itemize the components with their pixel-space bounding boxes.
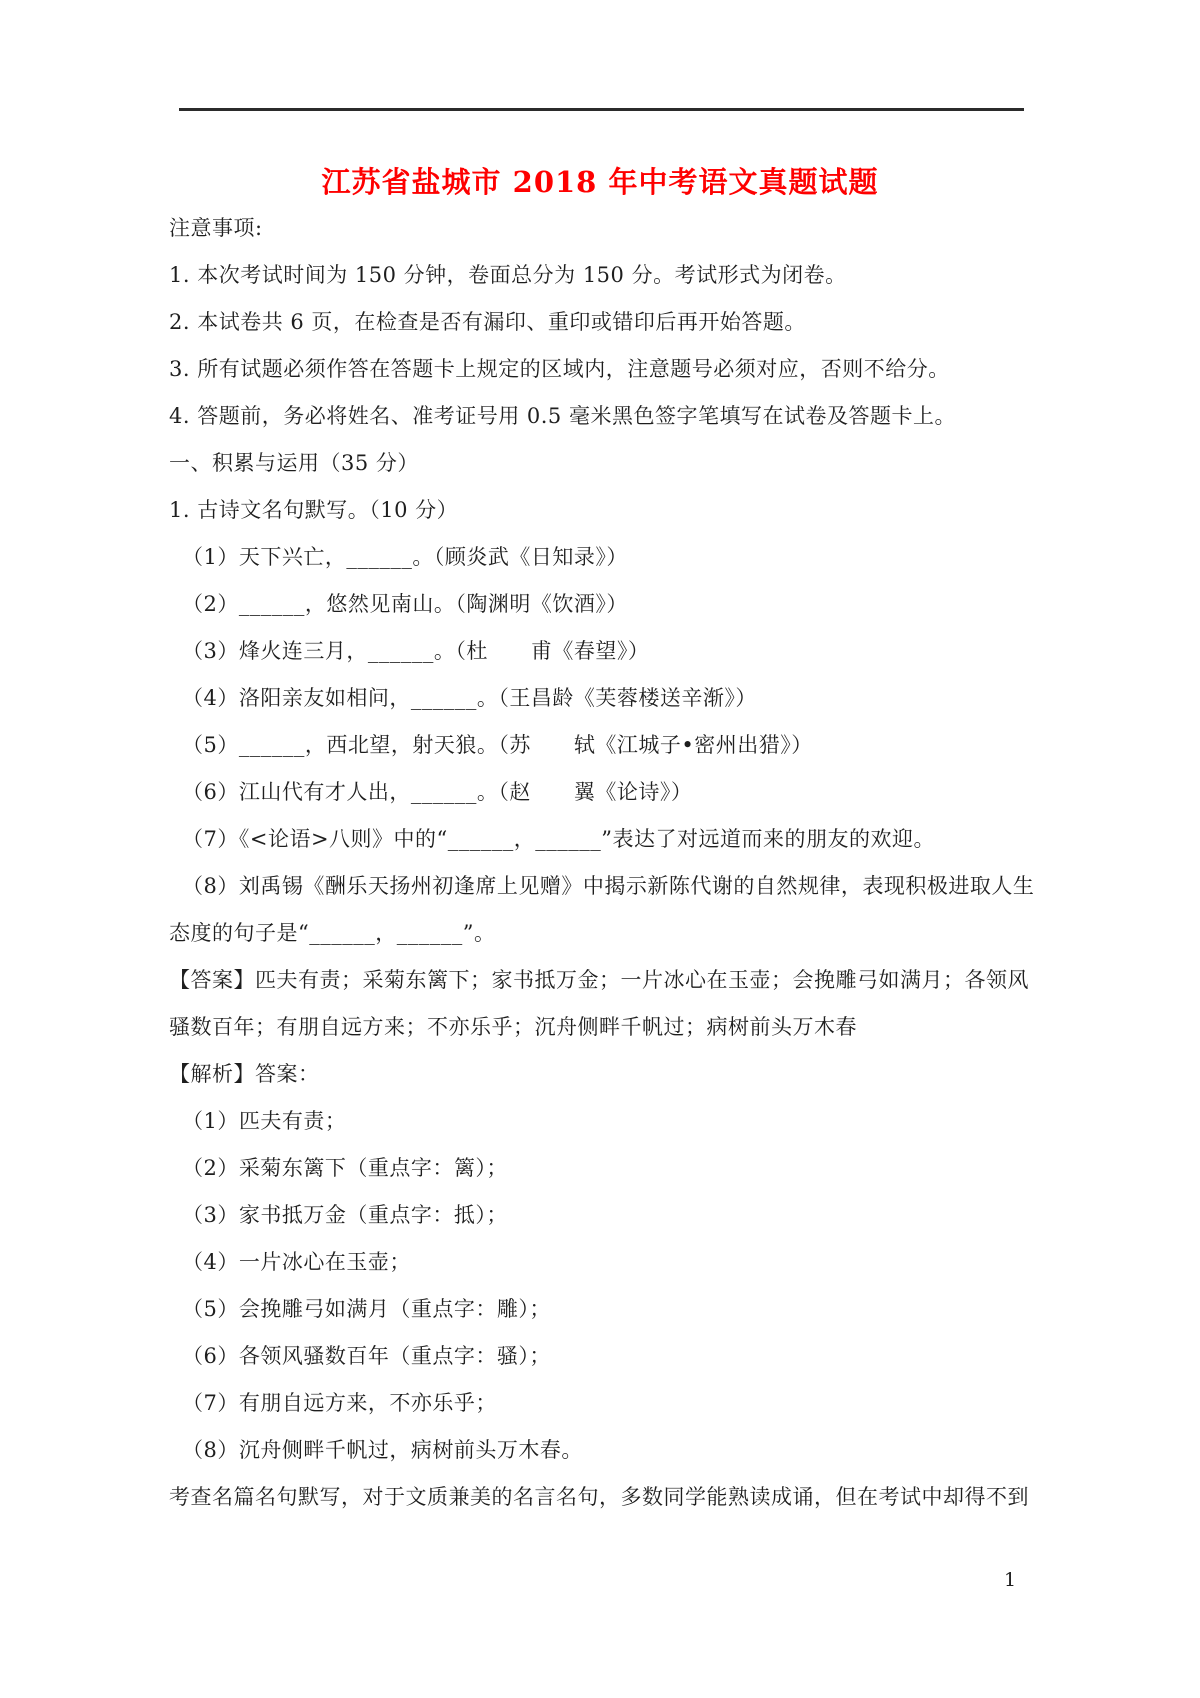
text-line: （3）烽火连三月，______。（杜 甫《春望》） xyxy=(182,639,650,663)
text-line: （3）家书抵万金（重点字：抵）； xyxy=(182,1203,508,1227)
text-line: 注意事项: xyxy=(169,216,263,240)
page-title: 江苏省盐城市 2018 年中考语文真题试题 xyxy=(321,165,879,199)
text-line: 一、积累与运用（35 分） xyxy=(169,451,419,475)
document-body xyxy=(169,205,1079,1521)
text-line: （7）有朋自远方来，不亦乐乎； xyxy=(182,1391,497,1415)
text-line: （2）采菊东篱下（重点字：篱）； xyxy=(182,1156,508,1180)
header-rule xyxy=(179,108,1024,111)
text-line: 【解析】答案： xyxy=(169,1062,320,1086)
text-line: （6）各领风骚数百年（重点字：骚）； xyxy=(182,1344,551,1368)
text-line: （6）江山代有才人出，______。（赵 翼《论诗》） xyxy=(182,780,693,804)
text-line: （5）______，西北望，射天狼。（苏 轼《江城子•密州出猎》） xyxy=(182,733,813,757)
text-line: 【答案】匹夫有责；采菊东篱下；家书抵万金；一片冰心在玉壶；会挽雕弓如满月；各领风 xyxy=(169,968,1029,992)
text-line: （4）洛阳亲友如相问，______。（王昌龄《芙蓉楼送辛渐》） xyxy=(182,686,757,710)
text-line: 1. 本次考试时间为 150 分钟，卷面总分为 150 分。考试形式为闭卷。 xyxy=(169,263,847,287)
text-line: （5）会挽雕弓如满月（重点字：雕）； xyxy=(182,1297,551,1321)
text-line: （1）匹夫有责； xyxy=(182,1109,347,1133)
text-line: 3. 所有试题必须作答在答题卡上规定的区域内，注意题号必须对应，否则不给分。 xyxy=(169,357,950,381)
text-line: 1. 古诗文名句默写。（10 分） xyxy=(169,498,459,522)
text-line: （4）一片冰心在玉壶； xyxy=(182,1250,411,1274)
text-line: 态度的句子是“______，______”。 xyxy=(169,921,496,945)
text-line: （7）《<论语>八则》中的“______，______”表达了对远道而来的朋友的欢迎。 xyxy=(182,827,936,851)
text-line: 2. 本试卷共 6 页，在检查是否有漏印、重印或错印后再开始答题。 xyxy=(169,310,806,334)
text-line: （8）刘禹锡《酬乐天扬州初逢席上见赠》中揭示新陈代谢的自然规律，表现积极进取人生 xyxy=(182,874,1035,898)
text-line: （8）沉舟侧畔千帆过，病树前头万木春。 xyxy=(182,1438,583,1462)
text-line: （1）天下兴亡，______。（顾炎武《日知录》） xyxy=(182,545,628,569)
text-line: （2）______，悠然见南山。（陶渊明《饮酒》） xyxy=(182,592,628,616)
text-line: 骚数百年；有朋自远方来；不亦乐乎；沉舟侧畔千帆过；病树前头万木春 xyxy=(169,1015,857,1039)
text-line: 考查名篇名句默写，对于文质兼美的名言名句，多数同学能熟读成诵，但在考试中却得不到 xyxy=(169,1485,1029,1509)
text-line: 4. 答题前，务必将姓名、准考证号用 0.5 毫米黑色签字笔填写在试卷及答题卡上。 xyxy=(169,404,956,428)
page-number: 1 xyxy=(1004,1569,1017,1591)
